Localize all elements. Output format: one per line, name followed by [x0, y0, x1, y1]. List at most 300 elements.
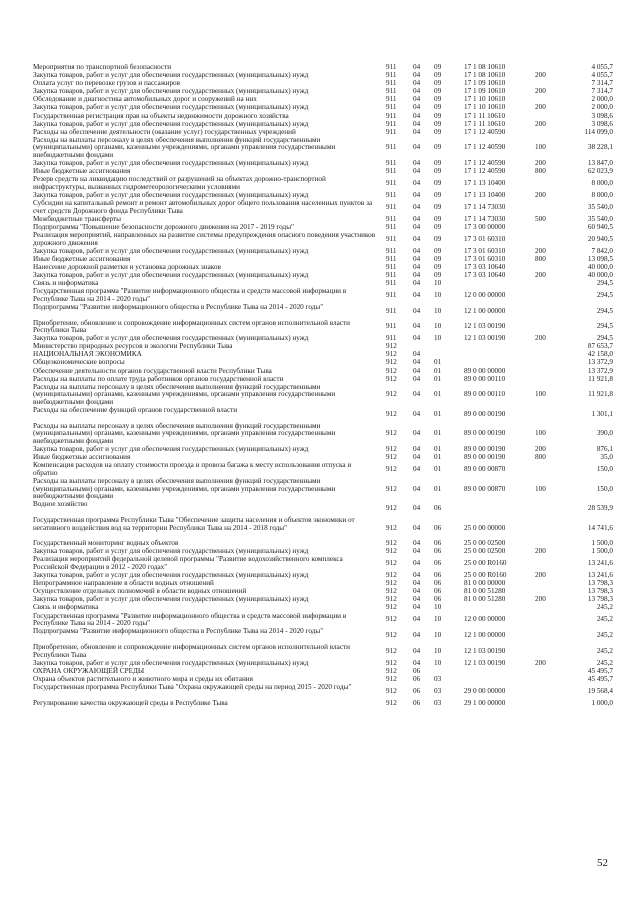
grbs-cell: 911	[386, 191, 397, 200]
rz-cell: 04	[413, 254, 421, 263]
row-name: Мероприятия по транспортной безопасности	[33, 63, 172, 71]
grbs-cell: 911	[386, 95, 397, 104]
sum-cell: 294,5	[596, 306, 613, 315]
sum-cell: 294,5	[596, 290, 613, 299]
pr-cell: 01	[434, 366, 442, 375]
sum-cell: 62 023,9	[587, 167, 613, 176]
row-name: Закупка товаров, работ и услуг для обеспечения государственных (муниципальных) нужд	[33, 334, 309, 343]
pr-cell: 09	[434, 71, 442, 80]
grbs-cell: 912	[386, 646, 397, 655]
row-name: Связь и информатика	[33, 603, 99, 612]
sum-cell: 42 158,0	[587, 350, 613, 359]
grbs-cell: 912	[386, 504, 397, 513]
rz-cell: 04	[413, 603, 421, 612]
rz-cell: 04	[413, 322, 421, 331]
sum-cell: 294,5	[596, 322, 613, 331]
row-name: Подпрограмма "Развитие информационного общества в Республике Тыва на 2014 - 2020 годы"	[33, 302, 324, 311]
rz-cell: 04	[413, 103, 421, 112]
row-name: Оплата услуг по перевозке грузов и пассажиров	[33, 79, 181, 88]
row-name: Расходы на выплаты по оплате труда работников органов государственной власти	[33, 374, 284, 383]
row-name: Компенсация расходов на оплату стоимости проезда и провоза багажа к месту использования отпуска и обратно	[33, 461, 352, 477]
grbs-cell: 911	[386, 234, 397, 243]
row-name: Расходы на обеспечение деятельности (оказание услуг) государственных учреждений	[33, 127, 296, 136]
rz-cell: 04	[413, 465, 421, 474]
rz-cell: 04	[413, 547, 421, 556]
grbs-cell: 911	[386, 290, 397, 299]
row-name: Иные бюджетные ассигнования	[33, 167, 131, 176]
pr-cell: 06	[434, 523, 442, 532]
grbs-cell: 911	[386, 334, 397, 343]
pr-cell: 09	[434, 262, 442, 271]
row-name: Закупка товаров, работ и услуг для обеспечения государственных (муниципальных) нужд	[33, 191, 309, 200]
csr-cell: 89 0 00 00870	[464, 484, 506, 493]
csr-cell: 17 1 08 10610	[464, 71, 506, 80]
pr-cell: 10	[434, 658, 442, 667]
vr-cell: 800	[535, 167, 546, 176]
grbs-cell: 912	[386, 342, 397, 351]
rz-cell: 04	[413, 234, 421, 243]
rz-cell: 04	[413, 290, 421, 299]
pr-cell: 09	[434, 214, 442, 223]
pr-cell: 01	[434, 465, 442, 474]
pr-cell: 03	[434, 686, 442, 695]
csr-cell: 25 0 00 02500	[464, 539, 506, 548]
rz-cell: 04	[413, 306, 421, 315]
row-name: Обеспечение деятельности органов государственной власти Республики Тыва	[33, 366, 272, 375]
rz-cell: 04	[413, 587, 421, 596]
sum-cell: 245,2	[596, 646, 613, 655]
rz-cell: 04	[413, 523, 421, 532]
vr-cell: 200	[535, 71, 546, 80]
row-name: Закупка товаров, работ и услуг для обеспечения государственных (муниципальных) нужд	[33, 571, 309, 580]
rz-cell: 04	[413, 615, 421, 624]
row-name: НАЦИОНАЛЬНАЯ ЭКОНОМИКА	[33, 350, 142, 359]
vr-cell: 100	[535, 429, 546, 438]
vr-cell: 100	[535, 143, 546, 152]
vr-cell: 200	[535, 270, 546, 279]
sum-cell: 2 000,0	[591, 95, 613, 104]
rz-cell: 04	[413, 191, 421, 200]
row-name: Закупка товаров, работ и услуг для обеспечения государственных (муниципальных) нужд	[33, 658, 309, 667]
rz-cell: 04	[413, 445, 421, 454]
pr-cell: 09	[434, 222, 442, 231]
pr-cell: 09	[434, 246, 442, 255]
rz-cell: 04	[413, 71, 421, 80]
row-name: Расходы на выплаты персоналу в целях обеспечения выполнения функций государственными (муниципальными) органами, казенными учреждениями, органами управления государственными внебюджетными фондами	[33, 421, 336, 445]
row-name: Расходы на выплаты персоналу в целях обеспечения выполнения функций государственными (муниципальными) органами, казенными учреждениями, органами управления государственными внебюджетными фондами	[33, 135, 336, 160]
pr-cell: 09	[434, 234, 442, 243]
row-name: Обследование и диагностика автомобильных дорог и сооружений на них	[33, 95, 257, 104]
csr-cell: 12 1 03 00190	[464, 646, 506, 655]
rz-cell: 04	[413, 79, 421, 88]
vr-cell: 200	[535, 547, 546, 556]
sum-cell: 35 540,0	[587, 202, 613, 211]
rz-cell: 06	[413, 666, 421, 675]
vr-cell: 800	[535, 453, 546, 462]
grbs-cell: 911	[386, 179, 397, 188]
pr-cell: 09	[434, 254, 442, 263]
row-name: Иные бюджетные ассигнования	[33, 254, 131, 263]
pr-cell: 09	[434, 202, 442, 211]
grbs-cell: 912	[386, 374, 397, 383]
vr-cell: 100	[535, 484, 546, 493]
rz-cell: 06	[413, 686, 421, 695]
grbs-cell: 912	[386, 429, 397, 438]
sum-cell: 1 301,1	[591, 409, 613, 418]
rz-cell: 04	[413, 222, 421, 231]
sum-cell: 28 539,9	[587, 504, 613, 513]
pr-cell: 03	[434, 698, 442, 707]
row-name: Подпрограмма "Развитие информационного общества в Республике Тыва на 2014 - 2020 годы"	[33, 627, 324, 636]
pr-cell: 09	[434, 119, 442, 128]
grbs-cell: 911	[386, 322, 397, 331]
rz-cell: 04	[413, 143, 421, 152]
table-row	[0, 423, 640, 446]
sum-cell: 8 000,0	[591, 191, 613, 200]
sum-cell: 40 000,0	[587, 270, 613, 279]
sum-cell: 1 000,0	[591, 698, 613, 707]
sum-cell: 13 798,3	[587, 595, 613, 604]
pr-cell: 09	[434, 111, 442, 120]
csr-cell: 89 0 00 00190	[464, 445, 506, 454]
table-row	[0, 288, 640, 304]
rz-cell: 06	[413, 698, 421, 707]
sum-cell: 4 055,7	[591, 63, 613, 71]
pr-cell: 09	[434, 95, 442, 104]
row-name: Общеэкономические вопросы	[33, 358, 125, 367]
grbs-cell: 912	[386, 674, 397, 683]
csr-cell: 89 0 00 00110	[464, 390, 506, 399]
sum-cell: 7 842,0	[591, 246, 613, 255]
grbs-cell: 912	[386, 366, 397, 375]
sum-cell: 390,0	[596, 429, 613, 438]
csr-cell: 17 3 01 60310	[464, 246, 506, 255]
sum-cell: 35 540,0	[587, 214, 613, 223]
row-name: Закупка товаров, работ и услуг для обеспечения государственных (муниципальных) нужд	[33, 71, 309, 80]
rz-cell: 04	[413, 279, 421, 288]
row-name: Регулирование качества окружающей среды в Республике Тыва	[33, 698, 228, 707]
sum-cell: 13 241,6	[587, 559, 613, 568]
sum-cell: 20 940,5	[587, 234, 613, 243]
pr-cell: 01	[434, 484, 442, 493]
grbs-cell: 912	[386, 390, 397, 399]
sum-cell: 60 940,5	[587, 222, 613, 231]
grbs-cell: 912	[386, 603, 397, 612]
grbs-cell: 911	[386, 270, 397, 279]
row-name: Государственная программа "Развитие информационного общества и средств массовой информации в Республике Тыва на 2014 - 2020 годы"	[33, 611, 347, 628]
row-name: Закупка товаров, работ и услуг для обеспечения государственных (муниципальных) нужд	[33, 103, 309, 112]
table-row	[0, 320, 640, 336]
rz-cell: 04	[413, 63, 421, 71]
table-row	[0, 384, 640, 407]
grbs-cell: 911	[386, 246, 397, 255]
row-name: Субсидии на капитальный ремонт и ремонт автомобильных дорог общего пользования населенных пунктов за счет средств Дорожного фонда Республики Тыва	[33, 199, 373, 215]
row-name: Закупка товаров, работ и услуг для обеспечения государственных (муниципальных) нужд	[33, 595, 309, 604]
csr-cell: 17 1 14 73030	[464, 202, 506, 211]
sum-cell: 45 495,7	[587, 674, 613, 683]
csr-cell: 17 1 11 10610	[464, 111, 506, 120]
pr-cell: 10	[434, 279, 442, 288]
table-row	[0, 556, 640, 572]
pr-cell: 03	[434, 674, 442, 683]
grbs-cell: 912	[386, 631, 397, 640]
csr-cell: 25 0 00 R0160	[464, 571, 507, 580]
csr-cell: 17 1 13 10400	[464, 179, 506, 188]
sum-cell: 11 921,8	[588, 390, 613, 399]
rz-cell: 04	[413, 358, 421, 367]
row-name: Подпрограмма "Повышение безопасности дорожного движения на 2017 - 2019 годы"	[33, 222, 294, 231]
grbs-cell: 912	[386, 358, 397, 367]
sum-cell: 876,1	[596, 445, 613, 454]
rz-cell: 04	[413, 179, 421, 188]
grbs-cell: 911	[386, 159, 397, 168]
sum-cell: 294,5	[596, 279, 613, 288]
rz-cell: 04	[413, 409, 421, 418]
table-row	[0, 613, 640, 629]
pr-cell: 09	[434, 191, 442, 200]
rz-cell: 04	[413, 539, 421, 548]
csr-cell: 17 3 01 60310	[464, 254, 506, 263]
csr-cell: 17 1 09 10610	[464, 87, 506, 96]
grbs-cell: 911	[386, 202, 397, 211]
grbs-cell: 912	[386, 539, 397, 548]
pr-cell: 06	[434, 579, 442, 588]
grbs-cell: 912	[386, 666, 397, 675]
row-name: Реализация мероприятий, направленных на развитие системы предупреждения опасного поведения участников дорожного движения	[33, 230, 376, 247]
rz-cell: 04	[413, 571, 421, 580]
grbs-cell: 912	[386, 559, 397, 568]
csr-cell: 81 0 00 51280	[464, 587, 506, 596]
pr-cell: 01	[434, 453, 442, 462]
sum-cell: 13 372,9	[587, 358, 613, 367]
csr-cell: 12 1 00 00000	[464, 306, 506, 315]
csr-cell: 12 1 03 00190	[464, 322, 506, 331]
rz-cell: 04	[413, 246, 421, 255]
sum-cell: 245,2	[596, 631, 613, 640]
sum-cell: 38 228,1	[587, 143, 613, 152]
grbs-cell: 911	[386, 71, 397, 80]
rz-cell: 04	[413, 334, 421, 343]
row-name: Водное хозяйство	[33, 500, 88, 509]
csr-cell: 17 3 03 10640	[464, 262, 506, 271]
grbs-cell: 911	[386, 63, 397, 71]
row-name: Расходы на выплаты персоналу в целях обеспечения выполнения функций государственными (муниципальными) органами, казенными учреждениями, органами управления государственными внебюджетными фондами	[33, 382, 336, 406]
grbs-cell: 912	[386, 445, 397, 454]
vr-cell: 200	[535, 119, 546, 128]
row-name: Закупка товаров, работ и услуг для обеспечения государственных (муниципальных) нужд	[33, 547, 309, 556]
sum-cell: 13 372,9	[587, 366, 613, 375]
sum-cell: 13 098,5	[587, 254, 613, 263]
rz-cell: 04	[413, 202, 421, 211]
sum-cell: 13 241,6	[587, 571, 613, 580]
csr-cell: 89 0 00 00190	[464, 429, 506, 438]
vr-cell: 500	[535, 214, 546, 223]
rz-cell: 04	[413, 95, 421, 104]
csr-cell: 17 1 14 73030	[464, 214, 506, 223]
csr-cell: 89 0 00 00190	[464, 409, 506, 418]
rz-cell: 04	[413, 111, 421, 120]
csr-cell: 25 0 00 00000	[464, 523, 506, 532]
row-name: Государственный мониторинг водных объектов	[33, 539, 179, 548]
table-row	[0, 462, 640, 478]
rz-cell: 04	[413, 504, 421, 513]
sum-cell: 14 741,6	[587, 523, 613, 532]
csr-cell: 17 1 10 10610	[464, 103, 506, 112]
vr-cell: 800	[535, 254, 546, 263]
vr-cell: 200	[535, 191, 546, 200]
csr-cell: 25 0 00 R0160	[464, 559, 507, 568]
csr-cell: 17 1 08 10610	[464, 63, 506, 71]
grbs-cell: 911	[386, 103, 397, 112]
row-name: Расходы на обеспечение функций органов государственной власти	[33, 406, 238, 415]
csr-cell: 12 1 03 00190	[464, 334, 506, 343]
sum-cell: 87 653,7	[587, 342, 613, 351]
table-row	[0, 628, 640, 644]
row-name: ОХРАНА ОКРУЖАЮЩЕЙ СРЕДЫ	[33, 666, 145, 675]
vr-cell: 200	[535, 595, 546, 604]
pr-cell: 01	[434, 390, 442, 399]
row-name: Государственная регистрация прав на объекты недвижимости дорожного хозяйства	[33, 111, 289, 120]
rz-cell: 04	[413, 167, 421, 176]
grbs-cell: 912	[386, 595, 397, 604]
grbs-cell: 912	[386, 579, 397, 588]
rz-cell: 04	[413, 631, 421, 640]
pr-cell: 10	[434, 306, 442, 315]
row-name: Нанесение дорожной разметки и установка дорожных знаков	[33, 262, 221, 271]
grbs-cell: 912	[386, 571, 397, 580]
pr-cell: 09	[434, 159, 442, 168]
sum-cell: 114 099,0	[584, 127, 613, 136]
pr-cell: 06	[434, 539, 442, 548]
table-row	[0, 407, 640, 423]
pr-cell: 09	[434, 127, 442, 136]
csr-cell: 17 1 12 40590	[464, 159, 506, 168]
vr-cell: 200	[535, 658, 546, 667]
sum-cell: 45 495,7	[587, 666, 613, 675]
csr-cell: 29 0 00 00000	[464, 686, 506, 695]
pr-cell: 10	[434, 631, 442, 640]
vr-cell: 200	[535, 159, 546, 168]
rz-cell: 04	[413, 87, 421, 96]
row-name: Резерв средств на ликвидацию последствий от разрушений на объектах дорожно-транспортной инфраструктуры, вызванных гидрометеорологическими условиями	[33, 175, 326, 191]
grbs-cell: 912	[386, 484, 397, 493]
row-name: Приобретение, обновление и сопровождение информационных систем органов исполнительной власти Республики Тыва	[33, 318, 351, 335]
rz-cell: 04	[413, 484, 421, 493]
row-name: Государственная программа Республики Тыва "Охрана окружающей среды на период 2015 - 2020 годы"	[33, 682, 352, 691]
sum-cell: 13 798,3	[587, 579, 613, 588]
pr-cell: 10	[434, 334, 442, 343]
grbs-cell: 912	[386, 615, 397, 624]
table-row	[0, 137, 640, 160]
pr-cell: 09	[434, 167, 442, 176]
pr-cell: 06	[434, 504, 442, 513]
csr-cell: 12 0 00 00000	[464, 615, 506, 624]
row-name: Закупка товаров, работ и услуг для обеспечения государственных (муниципальных) нужд	[33, 246, 309, 255]
grbs-cell: 912	[386, 547, 397, 556]
csr-cell: 12 1 00 00000	[464, 631, 506, 640]
rz-cell: 04	[413, 350, 421, 359]
table-row	[0, 304, 640, 320]
sum-cell: 19 568,4	[587, 686, 613, 695]
grbs-cell: 911	[386, 306, 397, 315]
vr-cell: 200	[535, 87, 546, 96]
csr-cell: 17 1 12 40590	[464, 167, 506, 176]
table-row	[0, 478, 640, 501]
sum-cell: 35,0	[600, 453, 613, 462]
sum-cell: 8 000,0	[591, 179, 613, 188]
row-name: Закупка товаров, работ и услуг для обеспечения государственных (муниципальных) нужд	[33, 119, 309, 128]
row-name: Закупка товаров, работ и услуг для обеспечения государственных (муниципальных) нужд	[33, 87, 309, 96]
sum-cell: 3 098,6	[591, 111, 613, 120]
rz-cell: 04	[413, 366, 421, 375]
table-row	[0, 517, 640, 540]
sum-cell: 1 500,0	[591, 539, 613, 548]
table-row	[0, 684, 640, 700]
pr-cell: 09	[434, 63, 442, 71]
rz-cell: 04	[413, 453, 421, 462]
pr-cell: 01	[434, 429, 442, 438]
grbs-cell: 911	[386, 79, 397, 88]
row-name: Непрограммное направление в области водных отношений	[33, 579, 214, 588]
pr-cell: 06	[434, 587, 442, 596]
csr-cell: 17 1 12 40590	[464, 127, 506, 136]
grbs-cell: 911	[386, 143, 397, 152]
vr-cell: 200	[535, 103, 546, 112]
row-name: Охрана объектов растительного и животного мира и среды их обитания	[33, 674, 253, 683]
sum-cell: 13 798,3	[587, 587, 613, 596]
vr-cell: 200	[535, 334, 546, 343]
rz-cell: 04	[413, 429, 421, 438]
row-name: Приобретение, обновление и сопровождение информационных систем органов исполнительной власти Республики Тыва	[33, 642, 351, 659]
pr-cell: 09	[434, 87, 442, 96]
row-name: Связь и информатика	[33, 279, 99, 288]
sum-cell: 245,2	[596, 603, 613, 612]
csr-cell: 17 3 01 60310	[464, 234, 506, 243]
csr-cell: 17 1 13 10400	[464, 191, 506, 200]
grbs-cell: 911	[386, 262, 397, 271]
sum-cell: 7 314,7	[591, 87, 613, 96]
rz-cell: 04	[413, 127, 421, 136]
sum-cell: 7 314,7	[591, 79, 613, 88]
rz-cell: 04	[413, 390, 421, 399]
rz-cell: 04	[413, 262, 421, 271]
rz-cell: 04	[413, 119, 421, 128]
sum-cell: 245,2	[596, 658, 613, 667]
pr-cell: 09	[434, 79, 442, 88]
rz-cell: 04	[413, 595, 421, 604]
pr-cell: 10	[434, 290, 442, 299]
table-row	[0, 200, 640, 216]
csr-cell: 25 0 00 02500	[464, 547, 506, 556]
row-name: Реализация мероприятий федеральной целевой программы "Развитие водохозяйственного комплекса Российской Федерации в 2012 - 2020 годах"	[33, 555, 343, 571]
budget-table	[0, 64, 640, 708]
csr-cell: 81 0 00 00000	[464, 579, 506, 588]
csr-cell: 29 1 00 00000	[464, 698, 506, 707]
csr-cell: 17 1 11 10610	[464, 119, 506, 128]
rz-cell: 04	[413, 270, 421, 279]
grbs-cell: 912	[386, 686, 397, 695]
grbs-cell: 912	[386, 409, 397, 418]
row-name: Межбюджетные трансферты	[33, 214, 121, 223]
sum-cell: 3 098,6	[591, 119, 613, 128]
grbs-cell: 911	[386, 222, 397, 231]
rz-cell: 04	[413, 559, 421, 568]
pr-cell: 10	[434, 615, 442, 624]
csr-cell: 12 1 03 00190	[464, 658, 506, 667]
grbs-cell: 912	[386, 465, 397, 474]
sum-cell: 150,0	[596, 465, 613, 474]
rz-cell: 04	[413, 658, 421, 667]
